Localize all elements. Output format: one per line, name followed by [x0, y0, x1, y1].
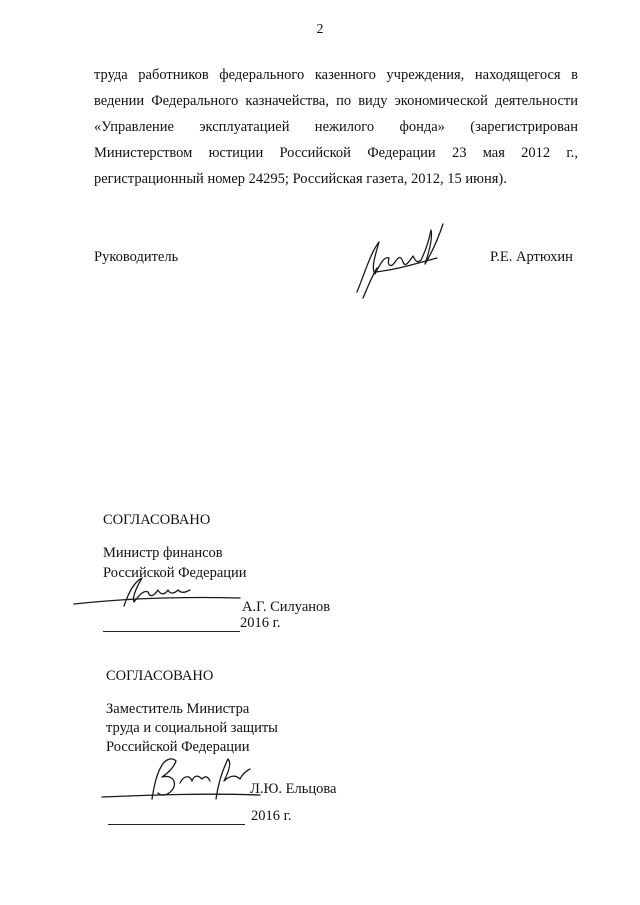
approval-date: 2016 г.	[251, 808, 292, 824]
date-line	[103, 631, 240, 632]
approval-name: Л.Ю. Ельцова	[250, 781, 337, 797]
body-line: ведении Федерального казначейства, по виду экономической деятельности	[94, 93, 578, 109]
signatory-role: Руководитель	[94, 249, 179, 265]
page-number: 2	[316, 22, 324, 37]
approval-position: Российской Федерации	[106, 739, 250, 755]
approval-position: Заместитель Министра	[106, 701, 250, 717]
body-line: регистрационный номер 24295; Российская газета, 2012, 15 июня).	[94, 171, 507, 187]
signatory-name: Р.Е. Артюхин	[490, 249, 573, 265]
body-line: труда работников федерального казенного учреждения, находящегося в	[94, 67, 578, 83]
approval-position: Министр финансов	[103, 545, 223, 561]
date-line	[108, 824, 245, 825]
approval-heading: СОГЛАСОВАНО	[106, 668, 214, 684]
approval-position: Российской Федерации	[103, 565, 247, 581]
body-line: Министерством юстиции Российской Федерации 23 мая 2012 г.,	[94, 145, 578, 161]
handwritten-signature-approval-1	[72, 572, 242, 610]
approval-date: 2016 г.	[240, 615, 281, 631]
handwritten-signature-approval-2	[92, 745, 262, 807]
handwritten-signature-main	[345, 212, 455, 302]
approval-heading: СОГЛАСОВАНО	[103, 512, 211, 528]
body-line: «Управление эксплуатацией нежилого фонда» (зарегистрирован	[94, 119, 578, 135]
approval-name: А.Г. Силуанов	[242, 599, 331, 615]
body-paragraph	[94, 62, 578, 192]
approval-position: труда и социальной защиты	[106, 720, 278, 736]
